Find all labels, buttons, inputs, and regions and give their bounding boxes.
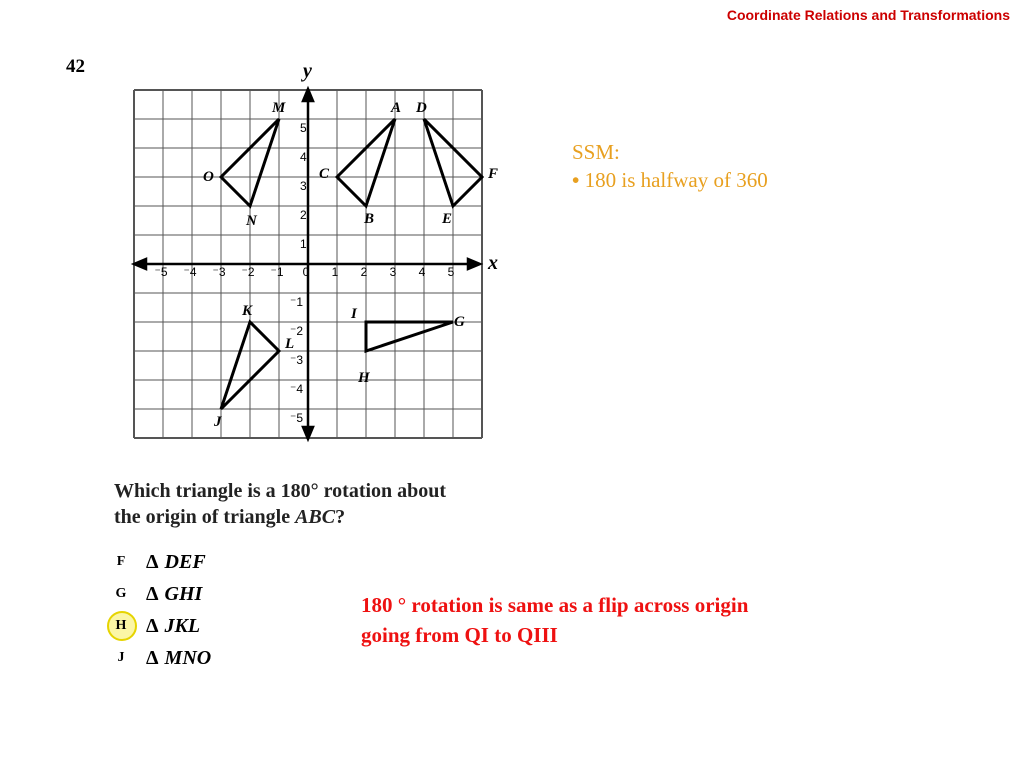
y-tick-label: 4 — [300, 150, 307, 164]
choice-j[interactable] — [104, 642, 211, 674]
x-tick-label: ⁻1 — [270, 265, 284, 279]
vertex-label-l: L — [285, 336, 295, 352]
vertex-label-i: I — [351, 306, 357, 322]
choice-text — [146, 647, 211, 670]
vertex-label-j: J — [214, 414, 222, 430]
note-line-1: 180 ° rotation is same as a flip across origin — [361, 593, 749, 617]
question-triangle-name: ABC — [295, 506, 336, 528]
delta-symbol: Δ — [146, 614, 159, 637]
y-tick-label: ⁻2 — [290, 324, 304, 338]
delta-symbol: Δ — [146, 582, 159, 605]
y-tick-label: 3 — [300, 179, 307, 193]
y-tick-label: 2 — [300, 208, 307, 222]
x-axis-right-arrow — [468, 259, 480, 269]
delta-symbol: Δ — [146, 646, 159, 669]
x-tick-label: ⁻2 — [241, 265, 255, 279]
vertex-label-c: C — [319, 166, 330, 182]
ssm-title: SSM: — [572, 140, 620, 164]
choice-g[interactable] — [104, 578, 211, 610]
y-tick-label: ⁻4 — [290, 382, 304, 396]
delta-symbol: Δ — [146, 550, 159, 573]
x-tick-label: 4 — [418, 265, 426, 279]
explanation-note — [361, 590, 861, 650]
y-tick-label: 5 — [300, 121, 307, 135]
choice-text — [146, 615, 200, 638]
vertex-label-n: N — [246, 213, 257, 229]
choice-triangle: MNO — [164, 646, 212, 669]
x-tick-label: ⁻3 — [212, 265, 226, 279]
ssm-point — [572, 166, 768, 194]
problem-number: 42 — [66, 56, 85, 77]
ssm-point-text: 180 is halfway of 360 — [584, 168, 768, 192]
answer-choices — [104, 546, 211, 674]
x-axis-left-arrow — [134, 259, 146, 269]
triangle-ghi — [366, 322, 453, 351]
question-line-2-suffix: ? — [335, 506, 346, 528]
choice-letter: H — [115, 618, 127, 633]
choice-letter: G — [115, 586, 127, 601]
bullet-icon: • — [572, 168, 580, 192]
question-line-1: Which triangle is a 180° rotation about — [114, 480, 447, 502]
choice-letter: F — [116, 554, 126, 569]
x-tick-label: ⁻5 — [154, 265, 168, 279]
question-line-2 — [114, 504, 574, 530]
vertex-label-g: G — [454, 314, 465, 330]
vertex-label-o: O — [203, 169, 214, 185]
vertex-label-a: A — [391, 100, 402, 116]
y-tick-label: ⁻5 — [290, 411, 304, 425]
x-tick-label: 0 — [302, 265, 310, 279]
y-tick-label: ⁻3 — [290, 353, 304, 367]
vertex-label-e: E — [442, 211, 453, 227]
choice-text — [146, 551, 206, 574]
vertex-label-d: D — [416, 100, 427, 116]
vertex-label-h: H — [358, 370, 370, 386]
header-title: Coordinate Relations and Transformations — [726, 7, 1010, 23]
x-tick-label: ⁻4 — [183, 265, 197, 279]
choice-text — [146, 583, 202, 606]
vertex-label-f: F — [488, 166, 499, 182]
x-tick-label: 2 — [360, 265, 368, 279]
x-axis-label: x — [488, 252, 498, 274]
y-tick-label: ⁻1 — [290, 295, 304, 309]
question-line-2-prefix: the origin of triangle — [114, 506, 296, 528]
y-tick-label: 1 — [300, 237, 307, 251]
x-tick-label: 1 — [331, 265, 339, 279]
ssm-note — [572, 138, 768, 194]
choice-triangle: GHI — [164, 582, 203, 605]
y-axis-label: y — [303, 60, 312, 82]
x-tick-label: 3 — [389, 265, 397, 279]
x-tick-label: 5 — [447, 265, 455, 279]
choice-h[interactable] — [104, 610, 211, 642]
vertex-label-k: K — [242, 303, 253, 319]
note-line-2: going from QI to QIII — [361, 623, 558, 647]
choice-triangle: DEF — [164, 550, 206, 573]
vertex-label-b: B — [364, 211, 375, 227]
vertex-label-m: M — [272, 100, 286, 116]
question-text — [114, 478, 574, 530]
choice-f[interactable] — [104, 546, 211, 578]
choice-triangle: JKL — [164, 614, 201, 637]
choice-letter: J — [117, 650, 125, 665]
